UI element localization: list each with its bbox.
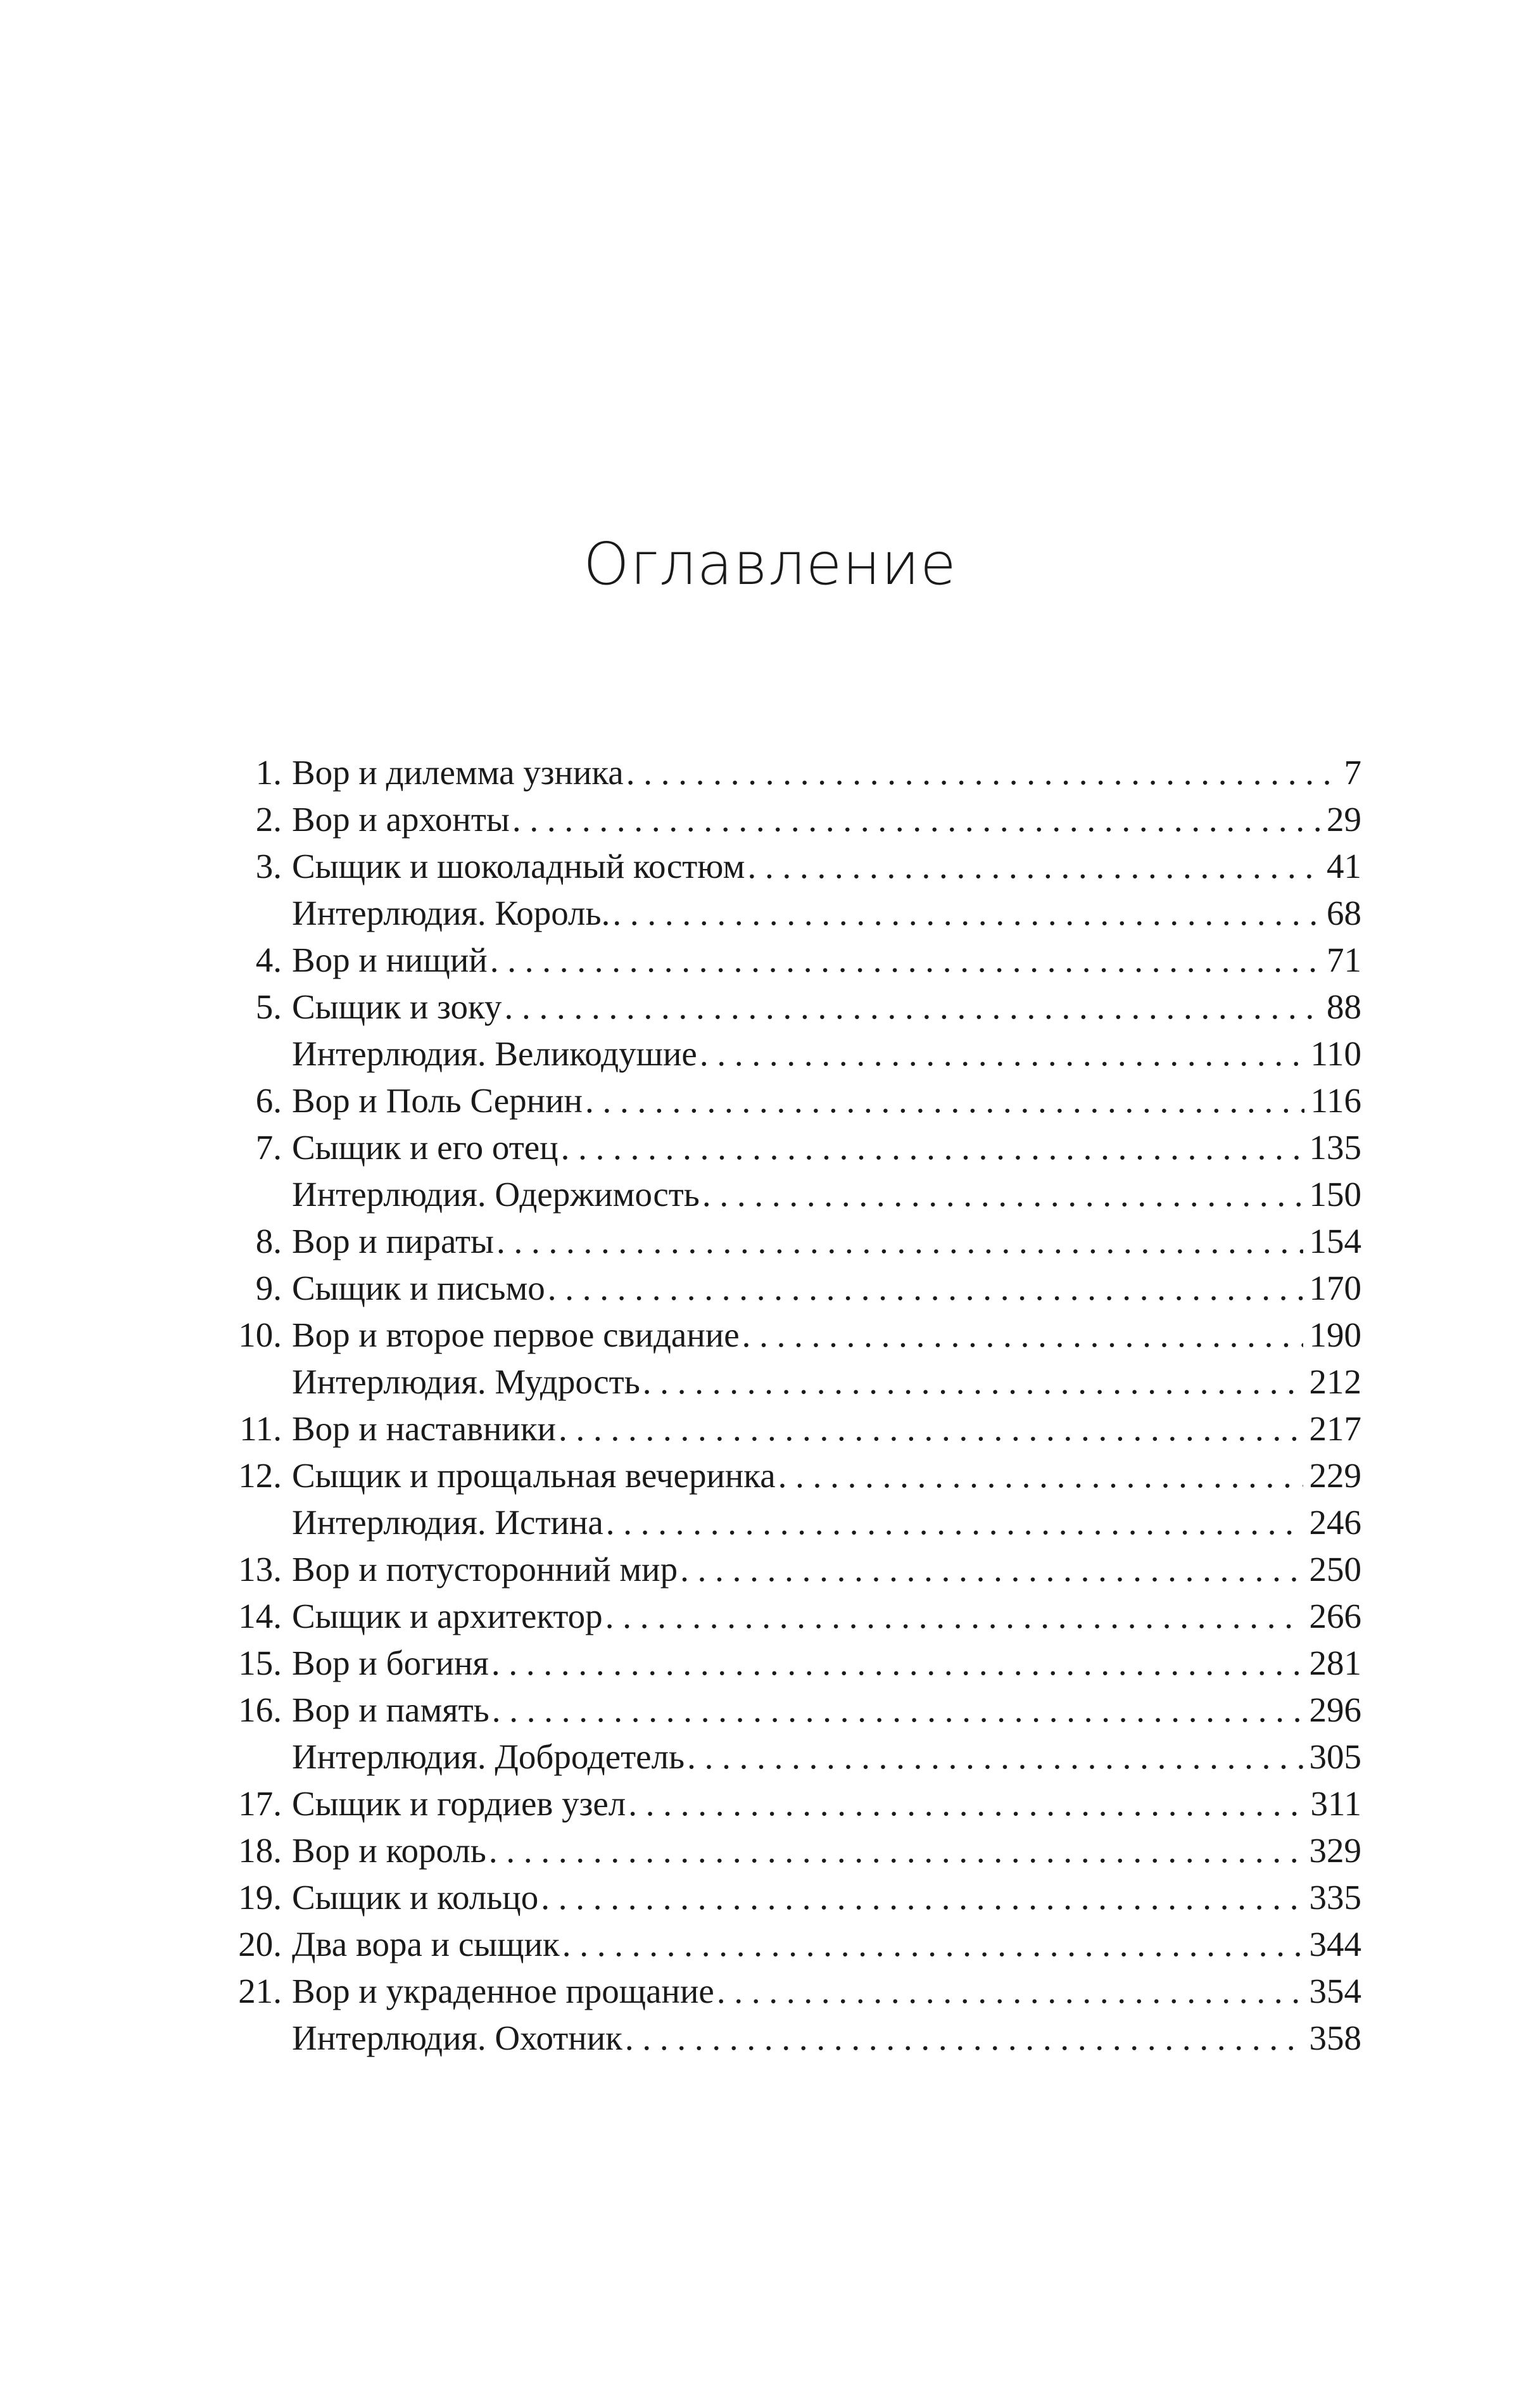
- toc-entry[interactable]: [215, 1077, 1361, 1124]
- toc-entry-page: 354: [1309, 1972, 1361, 2010]
- toc-entry-title: Сыщик и шоколадный костюм: [292, 847, 745, 885]
- toc-entry[interactable]: [215, 1921, 1361, 1968]
- toc-entry-page: 229: [1309, 1456, 1361, 1495]
- toc-entry-page: 7: [1344, 753, 1361, 792]
- toc-entry-title: Интерлюдия. Охотник: [292, 2019, 622, 2057]
- toc-entry-number: 14.: [238, 1597, 282, 1635]
- toc-entry[interactable]: [215, 1452, 1361, 1499]
- toc-entry-number: 6.: [255, 1081, 282, 1120]
- toc-entry-title: Сыщик и гордиев узел: [292, 1784, 626, 1823]
- toc-entry[interactable]: [215, 1312, 1361, 1359]
- toc-entry-page: 41: [1327, 847, 1361, 885]
- toc-entry-number: 4.: [255, 941, 282, 979]
- toc-entry[interactable]: [215, 1687, 1361, 1734]
- toc-entry-page: 281: [1309, 1644, 1361, 1682]
- toc-entry[interactable]: [215, 1780, 1361, 1827]
- toc-entry-page: 116: [1310, 1081, 1361, 1120]
- toc-entry[interactable]: [215, 984, 1361, 1031]
- toc-entry-title: Два вора и сыщик: [292, 1925, 560, 1963]
- toc-entry[interactable]: [215, 890, 1361, 937]
- dot-leader: [585, 1077, 1304, 1124]
- dot-leader: [605, 1593, 1303, 1640]
- dot-leader: [492, 1687, 1303, 1734]
- toc-entry-title: Вор и нищий: [292, 941, 488, 979]
- dot-leader: [747, 843, 1320, 890]
- toc-entry[interactable]: [215, 1265, 1361, 1312]
- toc-entry[interactable]: [215, 1640, 1361, 1687]
- dot-leader: [559, 1405, 1303, 1452]
- dot-leader: [628, 1780, 1304, 1827]
- toc-entry-number: 20.: [238, 1925, 282, 1963]
- toc-entry-page: 29: [1327, 800, 1361, 839]
- toc-entry[interactable]: [215, 1359, 1361, 1405]
- toc-entry-title: Сыщик и письмо: [292, 1269, 545, 1307]
- toc-entry-page: 246: [1309, 1503, 1361, 1542]
- toc-entry-page: 329: [1309, 1831, 1361, 1870]
- dot-leader: [561, 1124, 1303, 1171]
- dot-leader: [491, 1640, 1303, 1687]
- toc-entry-title: Интерлюдия. Мудрость: [292, 1362, 640, 1401]
- toc-entry[interactable]: [215, 1218, 1361, 1265]
- page-title: Оглавление: [583, 530, 957, 598]
- toc-entry-page: 266: [1309, 1597, 1361, 1635]
- toc-entry-page: 296: [1309, 1690, 1361, 1729]
- toc-entry-page: 358: [1309, 2019, 1361, 2057]
- toc-entry-title: Вор и пираты: [292, 1222, 494, 1260]
- toc-entry-title: Вор и дилемма узника: [292, 753, 624, 792]
- toc-entry-number: 10.: [238, 1316, 282, 1354]
- toc-entry-page: 110: [1310, 1034, 1361, 1073]
- toc-entry-title: Вор и наставники: [292, 1409, 556, 1448]
- dot-leader: [541, 1874, 1303, 1921]
- dot-leader: [562, 1921, 1303, 1968]
- dot-leader: [512, 796, 1320, 843]
- toc-entry-title: Интерлюдия. Великодушие: [292, 1034, 697, 1073]
- toc-entry[interactable]: [215, 1968, 1361, 2015]
- toc-entry-number: 17.: [238, 1784, 282, 1823]
- toc-entry-number: 2.: [255, 800, 282, 839]
- toc-entry-title: Сыщик и прощальная вечеринка: [292, 1456, 776, 1495]
- toc-entry-number: 3.: [255, 847, 282, 885]
- toc-entry[interactable]: [215, 843, 1361, 890]
- dot-leader: [612, 890, 1320, 937]
- toc-entry-number: 16.: [238, 1690, 282, 1729]
- dot-leader: [687, 1734, 1303, 1780]
- dot-leader: [717, 1968, 1303, 2015]
- dot-leader: [643, 1359, 1303, 1405]
- toc-entry[interactable]: [215, 937, 1361, 984]
- toc-entry-number: 8.: [255, 1222, 282, 1260]
- dot-leader: [490, 937, 1320, 984]
- toc-entry-number: 9.: [255, 1269, 282, 1307]
- toc-entry-title: Сыщик и его отец: [292, 1128, 559, 1167]
- toc-entry-number: 18.: [238, 1831, 282, 1870]
- toc-entry-page: 344: [1309, 1925, 1361, 1963]
- dot-leader: [548, 1265, 1303, 1312]
- toc-entry-title: Сыщик и кольцо: [292, 1878, 539, 1917]
- toc-entry[interactable]: [215, 1827, 1361, 1874]
- toc-entry-page: 311: [1310, 1784, 1361, 1823]
- dot-leader: [504, 984, 1320, 1031]
- toc-entry-page: 88: [1327, 987, 1361, 1026]
- table-of-contents: [215, 749, 1361, 2062]
- toc-entry[interactable]: [215, 1499, 1361, 1546]
- toc-entry-title: Вор и потусторонний мир: [292, 1550, 678, 1589]
- toc-entry-number: 19.: [238, 1878, 282, 1917]
- toc-entry[interactable]: [215, 1593, 1361, 1640]
- toc-entry-title: Вор и второе первое свидание: [292, 1316, 740, 1354]
- toc-entry-title: Интерлюдия. Истина: [292, 1503, 603, 1542]
- toc-entry-page: 212: [1309, 1362, 1361, 1401]
- toc-entry-number: 11.: [239, 1409, 282, 1448]
- toc-entry-title: Сыщик и архитектор: [292, 1597, 603, 1635]
- toc-entry[interactable]: [215, 2015, 1361, 2062]
- dot-leader: [489, 1827, 1303, 1874]
- toc-entry[interactable]: [215, 796, 1361, 843]
- toc-entry-title: Интерлюдия. Король.: [292, 894, 610, 932]
- toc-entry[interactable]: [215, 1546, 1361, 1593]
- toc-entry-title: Вор и король: [292, 1831, 486, 1870]
- toc-entry-page: 68: [1327, 894, 1361, 932]
- toc-entry[interactable]: [215, 1171, 1361, 1218]
- toc-entry-title: Вор и память: [292, 1690, 489, 1729]
- toc-entry-title: Интерлюдия. Добродетель: [292, 1737, 685, 1776]
- toc-entry-number: 15.: [238, 1644, 282, 1682]
- toc-entry-page: 150: [1309, 1175, 1361, 1214]
- toc-entry-title: Интерлюдия. Одержимость: [292, 1175, 700, 1214]
- toc-entry[interactable]: [215, 1734, 1361, 1780]
- toc-entry-page: 305: [1309, 1737, 1361, 1776]
- dot-leader: [702, 1171, 1303, 1218]
- toc-entry-title: Вор и архонты: [292, 800, 510, 839]
- toc-entry-page: 217: [1309, 1409, 1361, 1448]
- toc-entry[interactable]: [215, 1124, 1361, 1171]
- toc-entry-number: 7.: [255, 1128, 282, 1167]
- toc-entry-title: Вор и украденное прощание: [292, 1972, 714, 2010]
- dot-leader: [606, 1499, 1303, 1546]
- toc-entry[interactable]: [215, 1405, 1361, 1452]
- toc-entry-title: Вор и Поль Сернин: [292, 1081, 583, 1120]
- toc-entry[interactable]: [215, 1874, 1361, 1921]
- toc-entry[interactable]: [215, 1031, 1361, 1077]
- toc-entry-number: 21.: [238, 1972, 282, 2010]
- toc-entry-number: 1.: [255, 753, 282, 792]
- toc-entry-number: 13.: [238, 1550, 282, 1589]
- toc-entry-page: 135: [1309, 1128, 1361, 1167]
- dot-leader: [700, 1031, 1304, 1077]
- dot-leader: [625, 2015, 1303, 2062]
- toc-entry-page: 335: [1309, 1878, 1361, 1917]
- toc-entry-page: 154: [1309, 1222, 1361, 1260]
- toc-entry-title: Вор и богиня: [292, 1644, 489, 1682]
- toc-entry-title: Сыщик и зоку: [292, 987, 502, 1026]
- dot-leader: [778, 1452, 1303, 1499]
- toc-entry-page: 170: [1309, 1269, 1361, 1307]
- toc-entry-number: 12.: [238, 1456, 282, 1495]
- dot-leader: [496, 1218, 1303, 1265]
- toc-entry[interactable]: [215, 749, 1361, 796]
- toc-entry-page: 250: [1309, 1550, 1361, 1589]
- dot-leader: [626, 749, 1330, 796]
- dot-leader: [742, 1312, 1303, 1359]
- toc-entry-page: 71: [1327, 941, 1361, 979]
- toc-entry-number: 5.: [255, 987, 282, 1026]
- toc-entry-page: 190: [1309, 1316, 1361, 1354]
- dot-leader: [680, 1546, 1303, 1593]
